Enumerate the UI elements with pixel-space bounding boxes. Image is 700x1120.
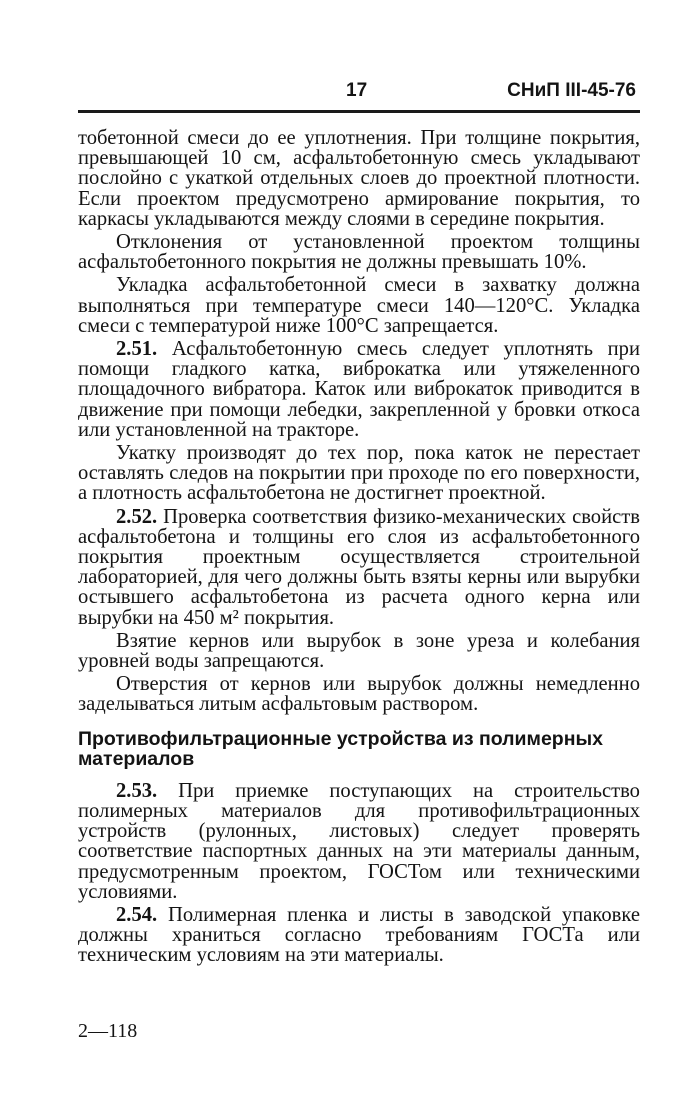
paragraph-text: Отверстия от кернов или вырубок должны немедленно заделываться литым асфальтовым раствором. [78, 673, 640, 716]
clause-2-53 [78, 781, 640, 902]
clause-number: 2.53. [116, 779, 158, 802]
paragraph-text: Проверка соответствия физико-механических свойств асфальтобетона и толщины его слоя из асфальтобетонного покрытия проектным осуществляется строительной лабораторией, для чего должны быть взяты керны или вырубки остывшего асфальтобетона из расчета одного керна или вырубки на 450 м² покрытия. [78, 505, 640, 629]
body-text [78, 128, 640, 969]
clause-2-52 [78, 507, 640, 628]
clause-number: 2.54. [116, 903, 158, 926]
paragraph-text: Укладка асфальтобетонной смеси в захватку должна выполняться при температуре смеси 140—120°С. Укладка смеси с температурой ниже 100°С запрещается. [78, 274, 640, 337]
paragraph [78, 275, 640, 336]
clause-number: 2.51. [116, 338, 158, 361]
clause-2-51 [78, 339, 640, 440]
clause-number: 2.52. [116, 505, 158, 528]
paragraph-text: Взятие кернов или вырубок в зоне уреза и колебания уровней воды запрещаются. [78, 629, 640, 673]
paragraph [78, 631, 640, 671]
header-rule [78, 110, 640, 113]
page-number: 17 [346, 80, 368, 101]
paragraph-text: Укатку производят до тех пор, пока каток не перестает оставлять следов на покрытии при проходе по его поверхности, а плотность асфальтобетона не достигнет проектной. [78, 442, 640, 505]
paragraph-text: тобетонной смеси до ее уплотнения. При толщине покрытия, превышающей 10 см, асфальтобетонную смесь укладывают послойно с укаткой отдельных слоев до проектной плотности. Если проектом предусмотрено армирование покрытия, то каркасы укладываются между слоями в середине покрытия. [78, 127, 640, 230]
paragraph-text: Полимерная пленка и листы в заводской упаковке должны храниться согласно требованиям ГОСТа или техническим условиям на эти материалы. [78, 903, 640, 967]
document-code: СНиП III-45-76 [507, 80, 636, 101]
clause-2-54 [78, 905, 640, 966]
section-heading: Противофильтрационные устройства из полимерных материалов [78, 727, 603, 770]
paragraph-text: Асфальтобетонную смесь следует уплотнять при помощи гладкого катка, виброкатка или утяжеленного площадочного вибратора. Каток или виброкаток приводится в движение при помощи лебедки, закрепленной у бровки откоса или установленной на тракторе. [78, 338, 640, 441]
paragraph [78, 232, 640, 272]
paragraph [78, 674, 640, 714]
paragraph [78, 128, 640, 229]
paragraph-text: Отклонения от установленной проектом толщины асфальтобетонного покрытия не должны превышать 10%. [78, 231, 640, 274]
paragraph-text: При приемке поступающих на строительство полимерных материалов для противофильтрационных устройств (рулонных, листовых) следует проверять соответствие паспортных данных на эти материалы данным, предусмотренным проектом, ГОСТом или техническими условиями. [78, 779, 640, 903]
paragraph [78, 443, 640, 504]
page-header [78, 80, 638, 106]
printer-signature: 2—118 [78, 1020, 138, 1042]
